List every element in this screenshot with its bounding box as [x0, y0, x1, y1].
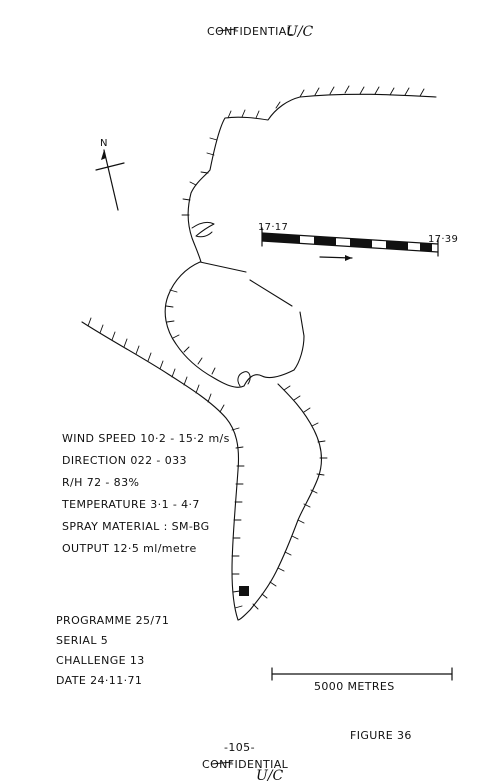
- output: OUTPUT 12·5 ml/metre: [62, 542, 197, 555]
- coastline-west: [82, 322, 239, 620]
- trial-block: [56, 614, 169, 687]
- lake-edge-2: [250, 280, 292, 306]
- page-number: -105-: [224, 741, 255, 754]
- temperature: TEMPERATURE 3·1 - 4·7: [62, 498, 200, 511]
- conditions-block: [61, 432, 230, 555]
- relative-humidity: R/H 72 - 83%: [62, 476, 140, 489]
- coastline-inlet: [192, 222, 214, 236]
- date: DATE 24·11·71: [56, 674, 143, 687]
- coastline-north-hatching: [182, 86, 424, 215]
- coastline-north: [188, 94, 436, 262]
- figure-label: FIGURE 36: [350, 729, 412, 742]
- wind-speed: WIND SPEED 10·2 - 15·2 m/s: [62, 432, 230, 445]
- programme: PROGRAMME 25/71: [56, 614, 170, 627]
- spray-start-time: 17·17: [258, 222, 289, 233]
- footer-handwritten-mark: U/C: [256, 768, 284, 783]
- coastline-east-hatching: [253, 386, 327, 609]
- spray-material: SPRAY MATERIAL : SM-BG: [62, 520, 210, 533]
- lake-outline: [165, 262, 304, 387]
- serial: SERIAL 5: [56, 634, 109, 647]
- scale-bar: [272, 668, 452, 693]
- footer-classification: CONFIDENTIAL: [202, 758, 289, 771]
- north-arrow: [96, 138, 124, 210]
- north-label: N: [100, 138, 108, 149]
- scale-bar-label: 5000 METRES: [314, 680, 395, 693]
- wind-direction: DIRECTION 022 - 033: [62, 454, 187, 467]
- lake-edge-3: [300, 312, 304, 336]
- header-classification: CONFIDENTIAL: [207, 25, 294, 38]
- spray-end-time: 17·39: [428, 234, 459, 245]
- challenge: CHALLENGE 13: [56, 654, 145, 667]
- coastline-east: [238, 384, 321, 620]
- spray-line: [258, 222, 458, 261]
- lake-edge-1: [200, 262, 246, 272]
- sampling-point-marker: [239, 586, 249, 596]
- header-handwritten-mark: U/C: [286, 24, 314, 40]
